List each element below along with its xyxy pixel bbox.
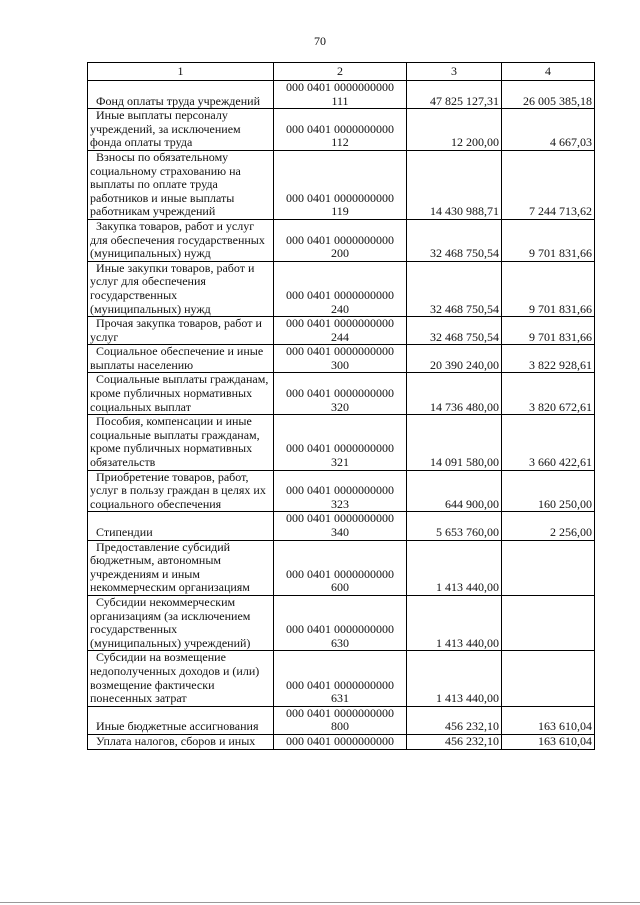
table-row — [88, 651, 595, 706]
row-name: Иные закупки товаров, работ и услуг для обеспечения государственных (муниципальных) нужд — [88, 261, 274, 316]
row-name: Фонд оплаты труда учреждений — [88, 81, 274, 109]
row-code-main: 000 0401 0000000000 — [286, 386, 394, 401]
row-value-col3: 14 736 480,00 — [407, 373, 502, 415]
row-code — [274, 81, 407, 109]
row-code-type: 200 — [331, 246, 349, 261]
row-code-type: 111 — [331, 93, 349, 108]
table-row — [88, 345, 595, 373]
row-value-col4: 3 660 422,61 — [502, 415, 595, 470]
table-row — [88, 595, 595, 650]
row-name: Предоставление субсидий бюджетным, автономным учреждениям и иным некоммерческим организациям — [88, 540, 274, 595]
row-value-col3: 14 091 580,00 — [407, 415, 502, 470]
row-code-type: 600 — [331, 580, 349, 595]
row-code-type: 321 — [331, 455, 349, 470]
table-body — [88, 81, 595, 750]
row-code-main: 000 0401 0000000000 — [286, 622, 394, 637]
row-value-col4: 4 667,03 — [502, 109, 595, 151]
header-col-2: 2 — [274, 63, 407, 81]
table-row — [88, 81, 595, 109]
row-value-col3: 12 200,00 — [407, 109, 502, 151]
table-row — [88, 109, 595, 151]
row-code-main: 000 0401 0000000000 — [286, 511, 394, 526]
row-value-col4: 160 250,00 — [502, 470, 595, 512]
row-value-col3: 32 468 750,54 — [407, 261, 502, 316]
header-col-4: 4 — [502, 63, 595, 81]
row-value-col3: 14 430 988,71 — [407, 150, 502, 219]
row-value-col4: 9 701 831,66 — [502, 219, 595, 261]
table-row — [88, 317, 595, 345]
row-name: Пособия, компенсации и иные социальные выплаты гражданам, кроме публичных нормативных обязательств — [88, 415, 274, 470]
table-row — [88, 512, 595, 540]
row-code-main: 000 0401 0000000000 — [286, 705, 394, 720]
row-code-type: 119 — [331, 204, 349, 219]
row-code-type: 320 — [331, 399, 349, 414]
table-row — [88, 261, 595, 316]
row-value-col3: 32 468 750,54 — [407, 219, 502, 261]
row-value-col4: 3 820 672,61 — [502, 373, 595, 415]
row-code-type: 244 — [331, 329, 349, 344]
header-col-3: 3 — [407, 63, 502, 81]
row-code-type: 323 — [331, 496, 349, 511]
row-value-col4: 163 610,04 — [502, 706, 595, 734]
row-code-main: 000 0401 0000000000 — [286, 80, 394, 94]
table-row — [88, 470, 595, 512]
header-row — [88, 63, 595, 81]
row-code-type: 240 — [331, 301, 349, 316]
row-name: Субсидии некоммерческим организациям (за исключением государственных (муниципальных) учреждений) — [88, 595, 274, 650]
row-code — [274, 595, 407, 650]
row-code-type: 631 — [331, 691, 349, 706]
row-code-type: 340 — [331, 525, 349, 539]
row-code — [274, 651, 407, 706]
table-row — [88, 219, 595, 261]
row-value-col3: 32 468 750,54 — [407, 317, 502, 345]
row-code — [274, 706, 407, 734]
row-code-main: 000 0401 0000000000 — [286, 677, 394, 692]
row-value-col4: 9 701 831,66 — [502, 261, 595, 316]
header-col-1: 1 — [88, 63, 274, 81]
row-code-type: 112 — [331, 135, 349, 150]
row-code-type: 630 — [331, 635, 349, 650]
row-name: Социальные выплаты гражданам, кроме публичных нормативных социальных выплат — [88, 373, 274, 415]
row-value-col4 — [502, 540, 595, 595]
row-value-col3: 644 900,00 — [407, 470, 502, 512]
table-row — [88, 706, 595, 734]
table-row — [88, 150, 595, 219]
row-code-main: 000 0401 0000000000 — [286, 441, 394, 456]
row-value-col4 — [502, 651, 595, 706]
row-code — [274, 540, 407, 595]
row-name: Иные бюджетные ассигнования — [88, 706, 274, 734]
row-code-main: 000 0401 0000000000 — [286, 344, 394, 359]
row-value-col4: 7 244 713,62 — [502, 150, 595, 219]
row-code — [274, 345, 407, 373]
page-number: 70 — [314, 34, 326, 48]
row-value-col4: 9 701 831,66 — [502, 317, 595, 345]
row-code — [274, 261, 407, 316]
row-code — [274, 734, 407, 749]
row-code — [274, 317, 407, 345]
table-header — [88, 63, 595, 81]
row-name: Уплата налогов, сборов и иных — [88, 734, 274, 749]
row-code-type: 800 — [331, 719, 349, 734]
row-value-col4: 3 822 928,61 — [502, 345, 595, 373]
row-value-col3: 20 390 240,00 — [407, 345, 502, 373]
row-code-main: 000 0401 0000000000 — [286, 483, 394, 498]
row-value-col3: 47 825 127,31 — [407, 81, 502, 109]
row-code-main: 000 0401 0000000000 — [286, 232, 394, 247]
page-bottom-line — [0, 902, 640, 903]
row-code-type: 300 — [331, 357, 349, 372]
row-name: Иные выплаты персоналу учреждений, за исключением фонда оплаты труда — [88, 109, 274, 151]
table-row — [88, 415, 595, 470]
row-value-col4 — [502, 595, 595, 650]
row-value-col3: 456 232,10 — [407, 706, 502, 734]
row-name: Прочая закупка товаров, работ и услуг — [88, 317, 274, 345]
row-value-col3: 5 653 760,00 — [407, 512, 502, 540]
row-code-main: 000 0401 0000000000 — [286, 566, 394, 581]
row-value-col3: 1 413 440,00 — [407, 651, 502, 706]
table-row — [88, 540, 595, 595]
row-name: Стипендии — [88, 512, 274, 540]
row-code — [274, 219, 407, 261]
row-value-col4: 26 005 385,18 — [502, 81, 595, 109]
budget-table — [87, 62, 595, 750]
row-value-col4: 2 256,00 — [502, 512, 595, 540]
row-code — [274, 150, 407, 219]
row-code — [274, 373, 407, 415]
row-code-main: 000 0401 0000000000 — [286, 190, 394, 205]
row-code-main: 000 0401 0000000000 — [286, 121, 394, 136]
table-row — [88, 373, 595, 415]
row-code — [274, 415, 407, 470]
row-code — [274, 109, 407, 151]
table-row — [88, 734, 595, 749]
row-name: Закупка товаров, работ и услуг для обеспечения государственных (муниципальных) нужд — [88, 219, 274, 261]
row-value-col4: 163 610,04 — [502, 734, 595, 749]
row-code-main: 000 0401 0000000000 — [286, 733, 394, 748]
row-name: Субсидии на возмещение недополученных доходов и (или) возмещение фактически понесенных затрат — [88, 651, 274, 706]
row-name: Взносы по обязательному социальному страхованию на выплаты по оплате труда работников и иные выплаты работникам учреждений — [88, 150, 274, 219]
row-code-main: 000 0401 0000000000 — [286, 287, 394, 302]
row-value-col3: 456 232,10 — [407, 734, 502, 749]
row-code-main: 000 0401 0000000000 — [286, 316, 394, 331]
row-value-col3: 1 413 440,00 — [407, 595, 502, 650]
row-name: Социальное обеспечение и иные выплаты населению — [88, 345, 274, 373]
row-code — [274, 470, 407, 512]
row-value-col3: 1 413 440,00 — [407, 540, 502, 595]
row-name: Приобретение товаров, работ, услуг в пользу граждан в целях их социального обеспечения — [88, 470, 274, 512]
row-code — [274, 512, 407, 540]
